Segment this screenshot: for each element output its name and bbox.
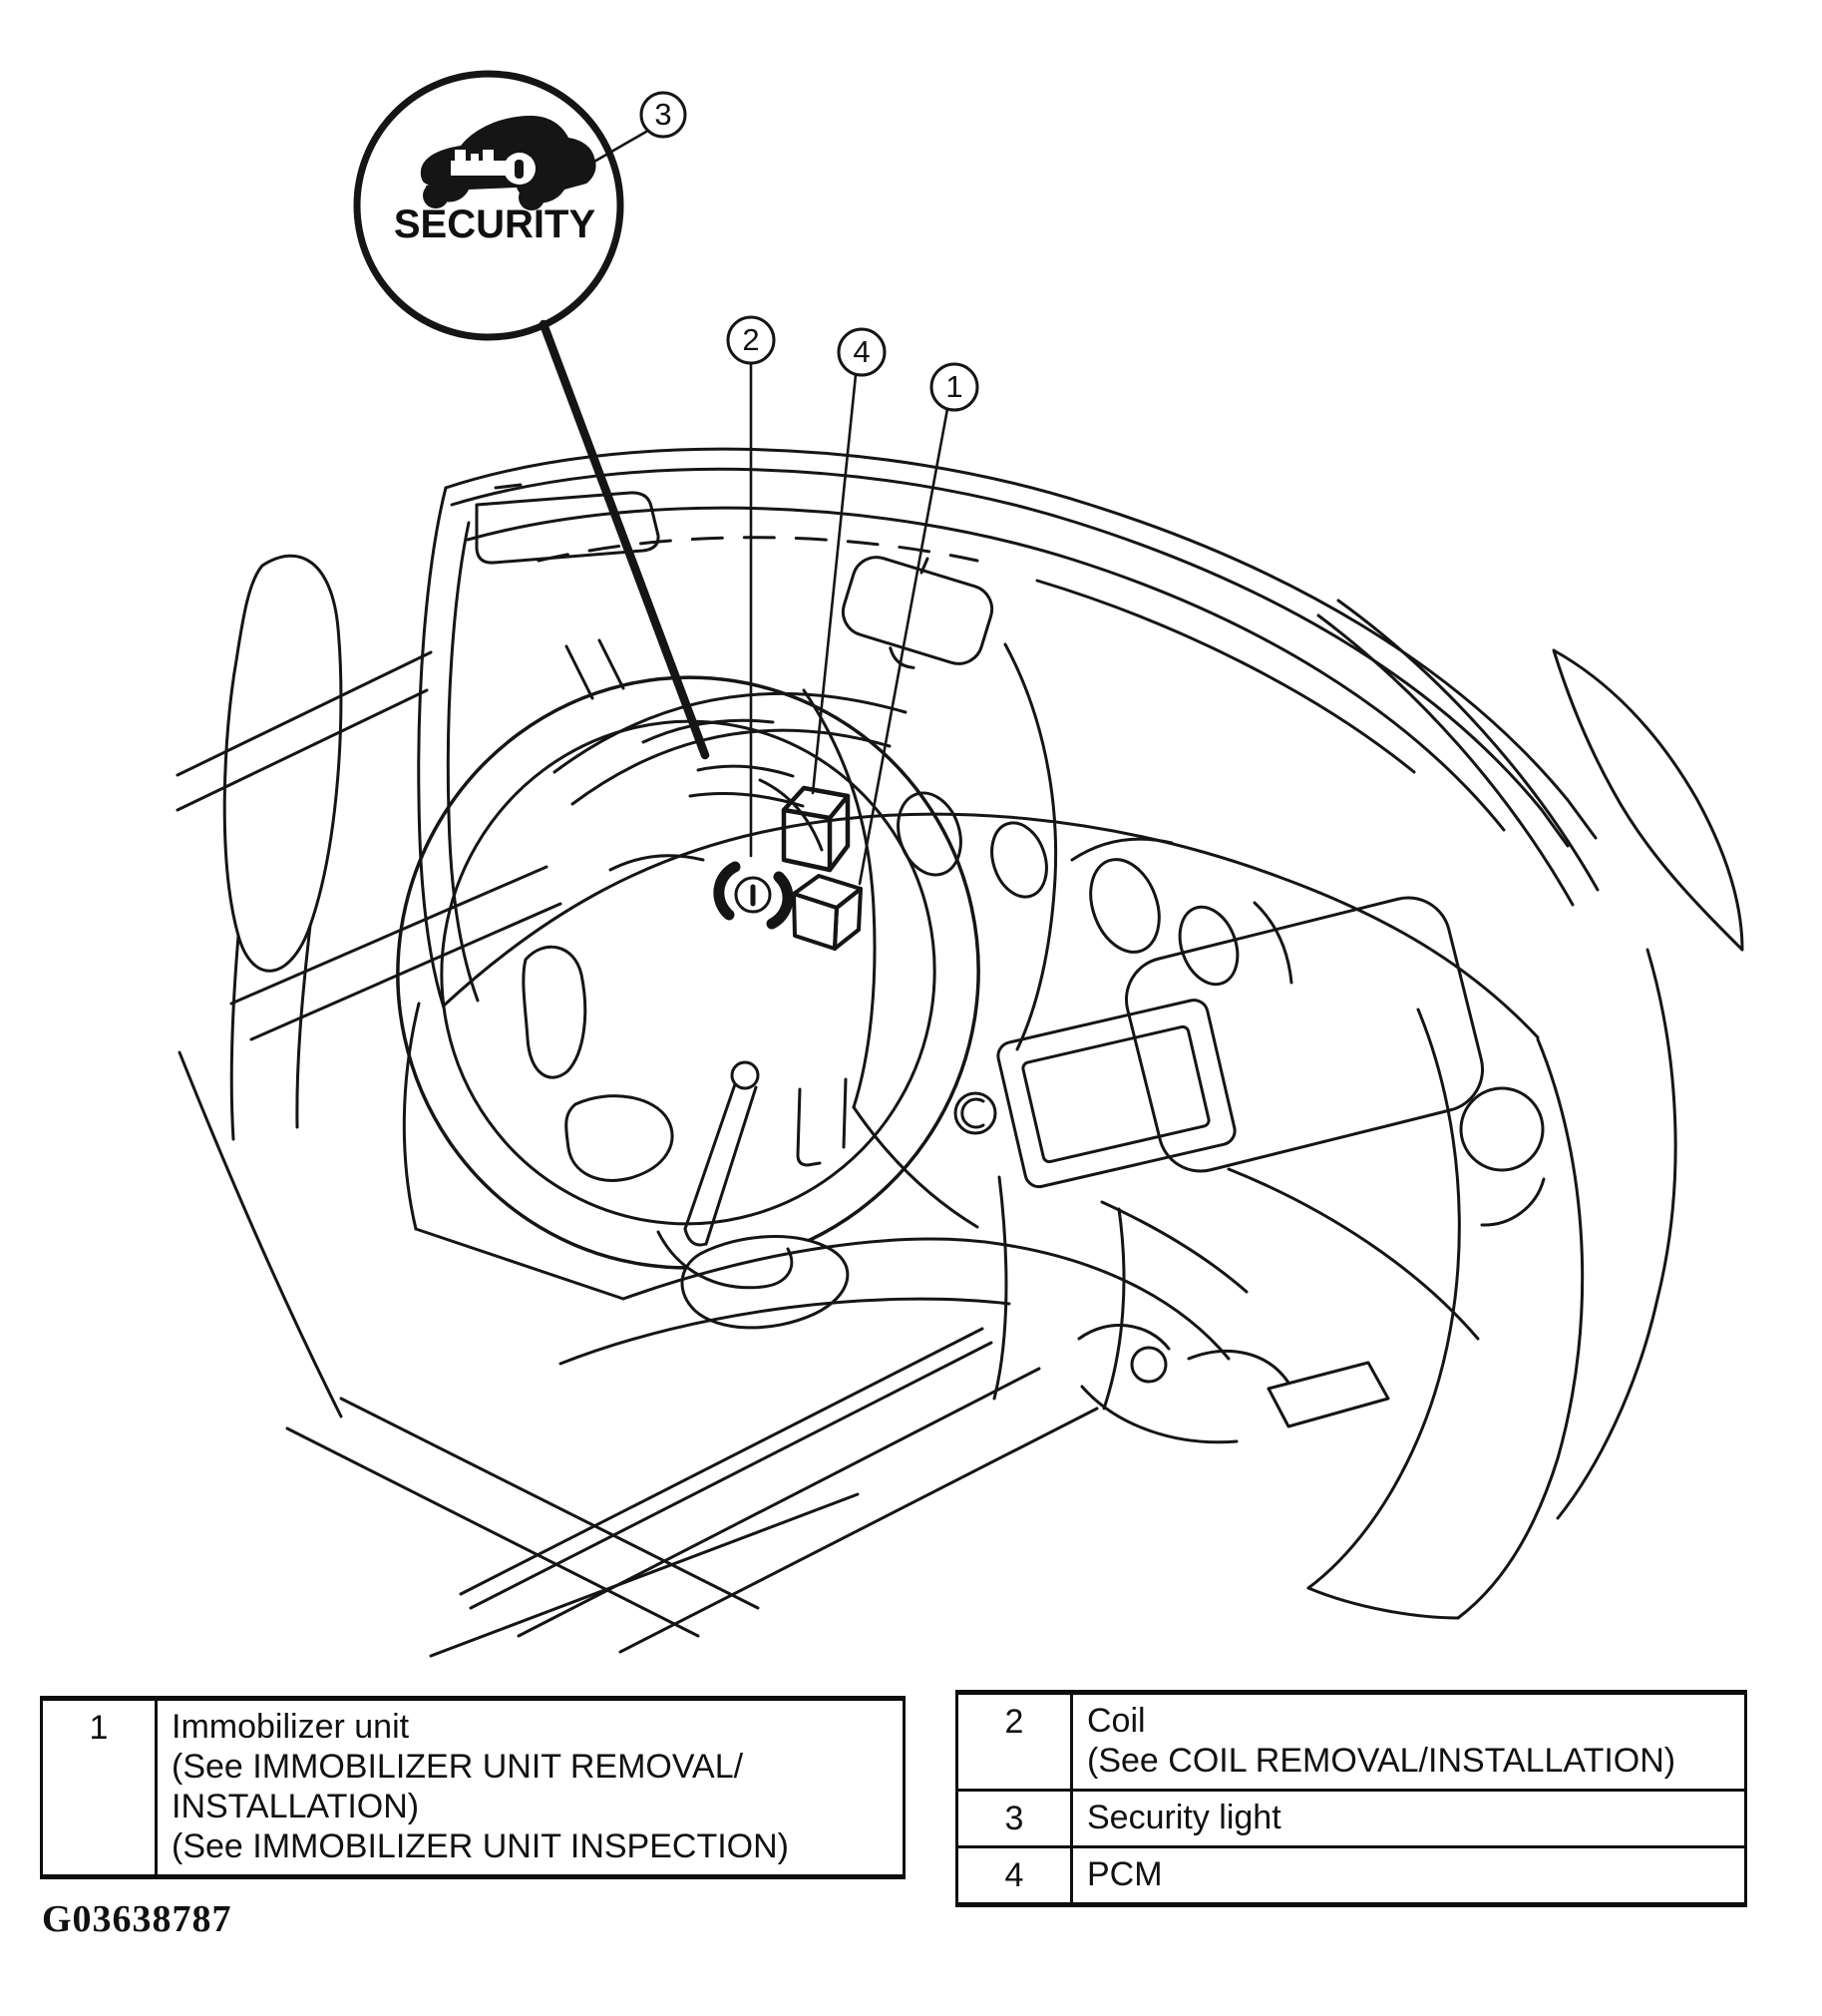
legend-line: INSTALLATION) (172, 1788, 420, 1825)
ignition-coil (719, 867, 788, 924)
legend-item-number: 1 (43, 1701, 158, 1874)
legend-item-number: 3 (958, 1792, 1073, 1845)
legend-item-text (1073, 1792, 1744, 1845)
legend-item-text (158, 1701, 903, 1874)
car-with-key-icon (421, 116, 596, 210)
console-and-floor (287, 1239, 1388, 1656)
legend-line: (See IMMOBILIZER UNIT REMOVAL/ (172, 1748, 744, 1786)
legend-line: Immobilizer unit (172, 1708, 410, 1746)
callout-1: 1 (945, 369, 963, 404)
center-stack (888, 785, 1291, 1409)
a-pillar-left (419, 488, 478, 1008)
legend-item-number: 2 (958, 1695, 1073, 1789)
windshield-header (446, 449, 1596, 846)
legend-item-text (1073, 1848, 1744, 1902)
legend-line: (See IMMOBILIZER UNIT INSPECTION) (172, 1827, 790, 1865)
legend-row-pcm (958, 1845, 1744, 1902)
leader-line-security (544, 324, 705, 755)
legend-table-left (40, 1696, 906, 1879)
figure-id-code: G03638787 (42, 1898, 232, 1940)
legend-row-coil (958, 1695, 1744, 1789)
callout-2: 2 (742, 322, 760, 357)
callout-markers (544, 93, 977, 884)
legend-line: (See COIL REMOVAL/INSTALLATION) (1087, 1742, 1676, 1780)
legend-row-security-light (958, 1789, 1744, 1845)
legend-table-right (955, 1690, 1747, 1907)
door-sill-lines (178, 652, 560, 1416)
callout-4: 4 (853, 334, 871, 369)
sun-visor (477, 485, 658, 698)
callout-3: 3 (654, 97, 672, 132)
legend-line: Coil (1087, 1702, 1146, 1740)
legend-line: Security light (1087, 1799, 1281, 1836)
passenger-airbag-panel (1102, 889, 1544, 1339)
rear-view-mirror (833, 552, 998, 686)
immobilizer-unit-box (794, 876, 861, 949)
legend-item-text (1073, 1695, 1744, 1789)
legend-item-number: 4 (958, 1848, 1073, 1902)
driver-seat-outline (224, 556, 341, 1139)
pcm-box (784, 788, 848, 870)
security-label: SECURITY (393, 202, 596, 246)
legend-line: PCM (1087, 1855, 1163, 1893)
